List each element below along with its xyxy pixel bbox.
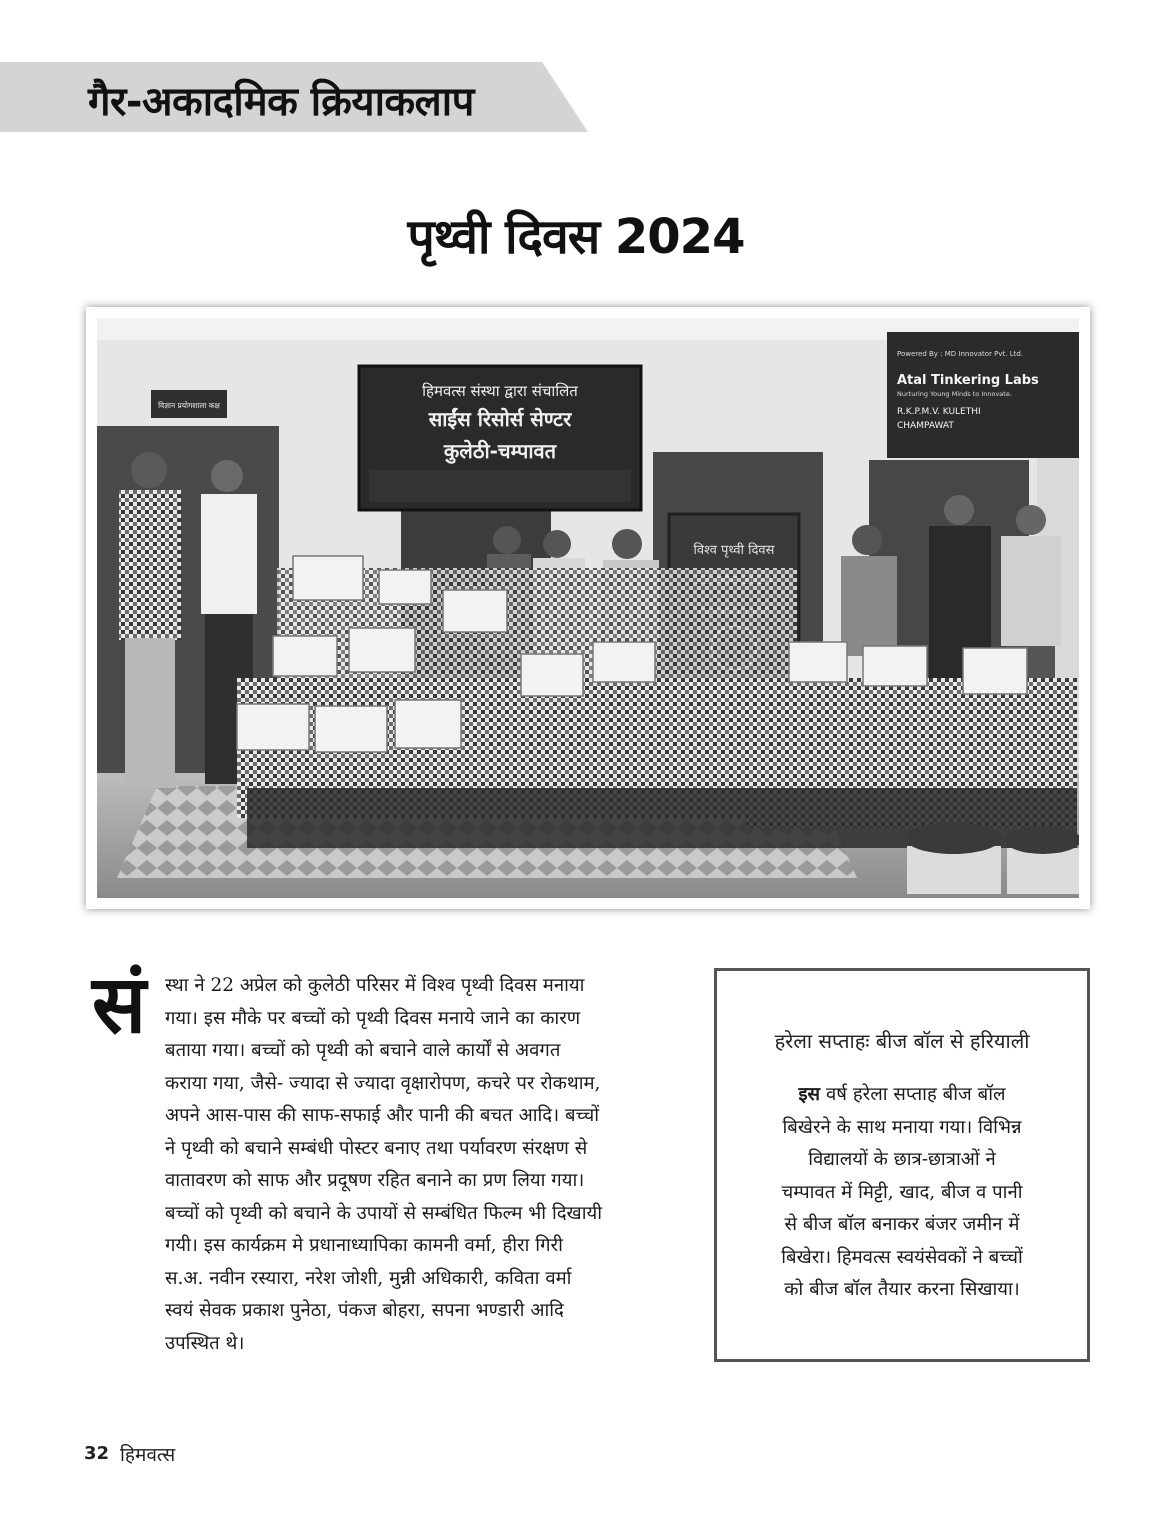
- lab-sign-text: विज्ञान प्रयोगशाला कक्ष: [158, 401, 220, 410]
- body-line: स.अ. नवीन रस्यारा, नरेश जोशी, मुन्नी अधिकारी, कविता वर्मा: [165, 1267, 572, 1289]
- photo-frame: [86, 307, 1090, 909]
- body-line: उपस्थित थे।: [165, 1332, 245, 1354]
- sidebar-line: विद्यालयों के छात्र-छात्राओं ने: [808, 1149, 996, 1170]
- sidebar-line: से बीज बॉल बनाकर बंजर जमीन में: [784, 1214, 1020, 1235]
- magazine-name: हिमवत्स: [120, 1444, 176, 1466]
- banner-line-1: Powered By : MD Innovator Pvt. Ltd.: [897, 350, 1024, 358]
- article-body: [165, 970, 668, 1360]
- body-line: गया। इस मौके पर बच्चों को पृथ्वी दिवस मनाये जाने का कारण: [165, 1007, 581, 1029]
- sidebar-title: हरेला सप्ताहः बीज बॉल से हरियाली: [774, 1029, 1030, 1053]
- sidebar-line: चम्पावत में मिट्टी, खाद, बीज व पानी: [781, 1181, 1023, 1203]
- sidebar-line: को बीज बॉल तैयार करना सिखाया।: [784, 1279, 1020, 1300]
- signboard-line-3: कुलेठी-चम्पावत: [443, 439, 557, 463]
- drop-cap: सं: [92, 958, 147, 1051]
- body-line: स्वयं सेवक प्रकाश पुनेठा, पंकज बोहरा, सपना भण्डारी आदि: [165, 1300, 564, 1321]
- sidebar-lead-word: इस: [798, 1084, 821, 1105]
- sidebar-line: बिखेरा। हिमवत्स स्वयंसेवकों ने बच्चों: [781, 1246, 1023, 1268]
- page-number: 32: [84, 1443, 110, 1464]
- body-line: गयी। इस कार्यक्रम मे प्रधानाध्यापिका कामनी वर्मा, हीरा गिरी: [165, 1235, 563, 1256]
- sidebar-line: [717, 1079, 1087, 1112]
- body-line: ने पृथ्वी को बचाने सम्बंधी पोस्टर बनाए तथा पर्यावरण संरक्षण से: [165, 1137, 588, 1159]
- signboard-line-2: साईंस रिसोर्स सेण्टर: [428, 407, 572, 431]
- body-line: स्था ने 22 अप्रेल को कुलेठी परिसर में विश्व पृथ्वी दिवस मनाया: [165, 975, 585, 996]
- body-line: अपने आस-पास की साफ-सफाई और पानी की बचत आदि। बच्चों: [165, 1105, 600, 1126]
- sidebar-box: [714, 968, 1090, 1362]
- banner-line-2: Atal Tinkering Labs: [897, 373, 1039, 388]
- signboard-line-1: हिमवत्स संस्था द्वारा संचालित: [422, 382, 578, 400]
- body-line: बच्चों को पृथ्वी को बचाने के उपायों से सम्बंधित फिल्म भी दिखायी: [165, 1202, 603, 1224]
- group-photo: [97, 318, 1079, 898]
- sidebar-line-text: वर्ष हरेला सप्ताह बीज बॉल: [825, 1084, 1006, 1105]
- article-title: पृथ्वी दिवस 2024: [407, 209, 745, 265]
- banner-line-5: CHAMPAWAT: [897, 421, 954, 431]
- sidebar-line: बिखेरने के साथ मनाया गया। विभिन्न: [782, 1116, 1022, 1138]
- body-line: बताया गया। बच्चों को पृथ्वी को बचाने वाले कार्यों से अवगत: [165, 1040, 561, 1061]
- blackboard-line-1: विश्व पृथ्वी दिवस: [693, 543, 775, 558]
- section-banner-title: गैर-अकादमिक क्रियाकलाप: [88, 79, 474, 125]
- banner-line-3: Nurturing Young Minds to Innovate.: [897, 390, 1012, 398]
- body-line: कराया गया, जैसे- ज्यादा से ज्यादा वृक्षारोपण, कचरे पर रोकथाम,: [165, 1072, 601, 1094]
- sidebar-body: [717, 1079, 1087, 1307]
- banner-line-4: R.K.P.M.V. KULETHI: [897, 407, 981, 417]
- body-line: वातावरण को साफ और प्रदूषण रहित बनाने का प्रण लिया गया।: [165, 1170, 585, 1191]
- plant-pots: [905, 822, 1079, 894]
